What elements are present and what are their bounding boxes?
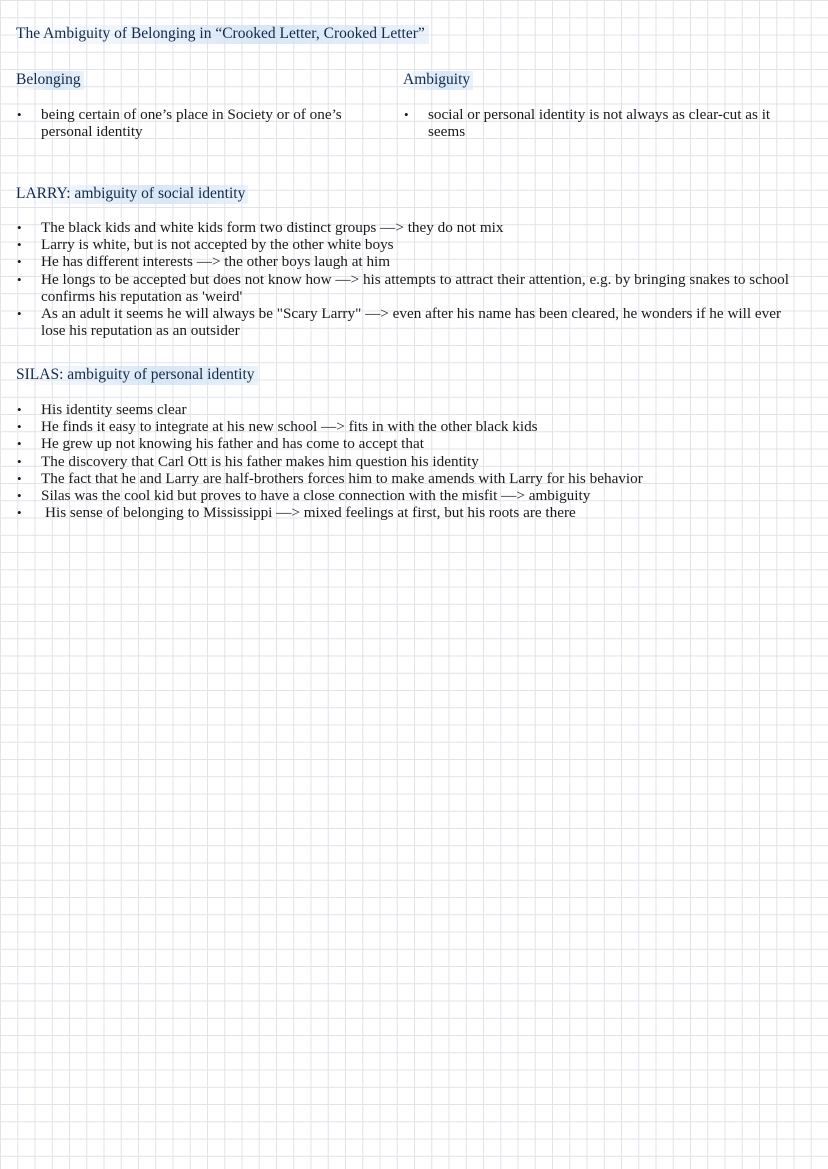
- page-title: The Ambiguity of Belonging in “Crooked Letter, Crooked Letter”: [16, 25, 429, 44]
- list-item-text: His sense of belonging to Mississippi —> mixed feelings at first, but his roots are there: [45, 504, 576, 522]
- belonging-definition-list: [16, 106, 376, 140]
- larry-section-heading: LARRY: ambiguity of social identity: [16, 185, 248, 204]
- bullet-icon: •: [17, 453, 22, 469]
- list-item: [16, 435, 806, 452]
- list-item: [16, 453, 806, 470]
- bullet-icon: •: [17, 419, 22, 435]
- list-item-text: The fact that he and Larry are half-brothers forces him to make amends with Larry for his behavior: [41, 469, 643, 487]
- list-item-text: His identity seems clear: [41, 401, 187, 418]
- list-item: [16, 418, 806, 435]
- list-item-text: As an adult it seems he will always be "Scary Larry" —> even after his name has been cleared, he wonders if he will ever lose his reputation as an outsider: [41, 305, 781, 340]
- list-item: [16, 401, 806, 418]
- list-item-text: He finds it easy to integrate at his new school —> fits in with the other black kids: [41, 418, 538, 436]
- list-item-text: He has different interests —> the other boys laugh at him: [41, 253, 391, 271]
- silas-section-heading: SILAS: ambiguity of personal identity: [16, 366, 258, 385]
- bullet-icon: •: [17, 470, 22, 486]
- list-item: [16, 253, 806, 270]
- list-item-text: being certain of one’s place in Society or of one’s personal identity: [41, 106, 342, 141]
- ambiguity-heading: Ambiguity: [403, 71, 473, 90]
- list-item: [16, 504, 806, 521]
- bullet-icon: •: [17, 505, 22, 521]
- bullet-icon: •: [17, 271, 22, 287]
- bullet-icon: •: [17, 488, 22, 504]
- list-item: [16, 305, 806, 339]
- list-item-text: He grew up not knowing his father and has come to accept that: [41, 435, 424, 453]
- silas-list: [16, 401, 806, 521]
- list-item: [16, 271, 806, 305]
- bullet-icon: •: [17, 306, 22, 322]
- bullet-icon: •: [17, 107, 22, 122]
- list-item-text: social or personal identity is not always as clear-cut as it seems: [428, 106, 771, 141]
- bullet-icon: •: [17, 254, 22, 270]
- list-item: [16, 470, 806, 487]
- list-item: [16, 106, 376, 140]
- list-item: [403, 106, 803, 140]
- list-item-text: The black kids and white kids form two distinct groups —> they do not mix: [41, 219, 504, 236]
- list-item: [16, 236, 806, 253]
- list-item: [16, 487, 806, 504]
- belonging-heading: Belonging: [16, 71, 84, 90]
- bullet-icon: •: [17, 402, 22, 417]
- bullet-icon: •: [17, 436, 22, 452]
- list-item-text: He longs to be accepted but does not know how —> his attempts to attract their attention, e.g. by bringing snakes to school confirms his reputation as 'weird': [41, 270, 789, 305]
- bullet-icon: •: [17, 220, 22, 235]
- bullet-icon: •: [17, 237, 22, 253]
- list-item-text: Silas was the cool kid but proves to have a close connection with the misfit —> ambiguity: [41, 487, 591, 505]
- larry-list: [16, 219, 806, 339]
- list-item-text: Larry is white, but is not accepted by the other white boys: [41, 236, 394, 254]
- ambiguity-definition-list: [403, 106, 803, 140]
- bullet-icon: •: [404, 107, 409, 122]
- list-item-text: The discovery that Carl Ott is his father makes him question his identity: [41, 452, 479, 470]
- list-item: [16, 219, 806, 236]
